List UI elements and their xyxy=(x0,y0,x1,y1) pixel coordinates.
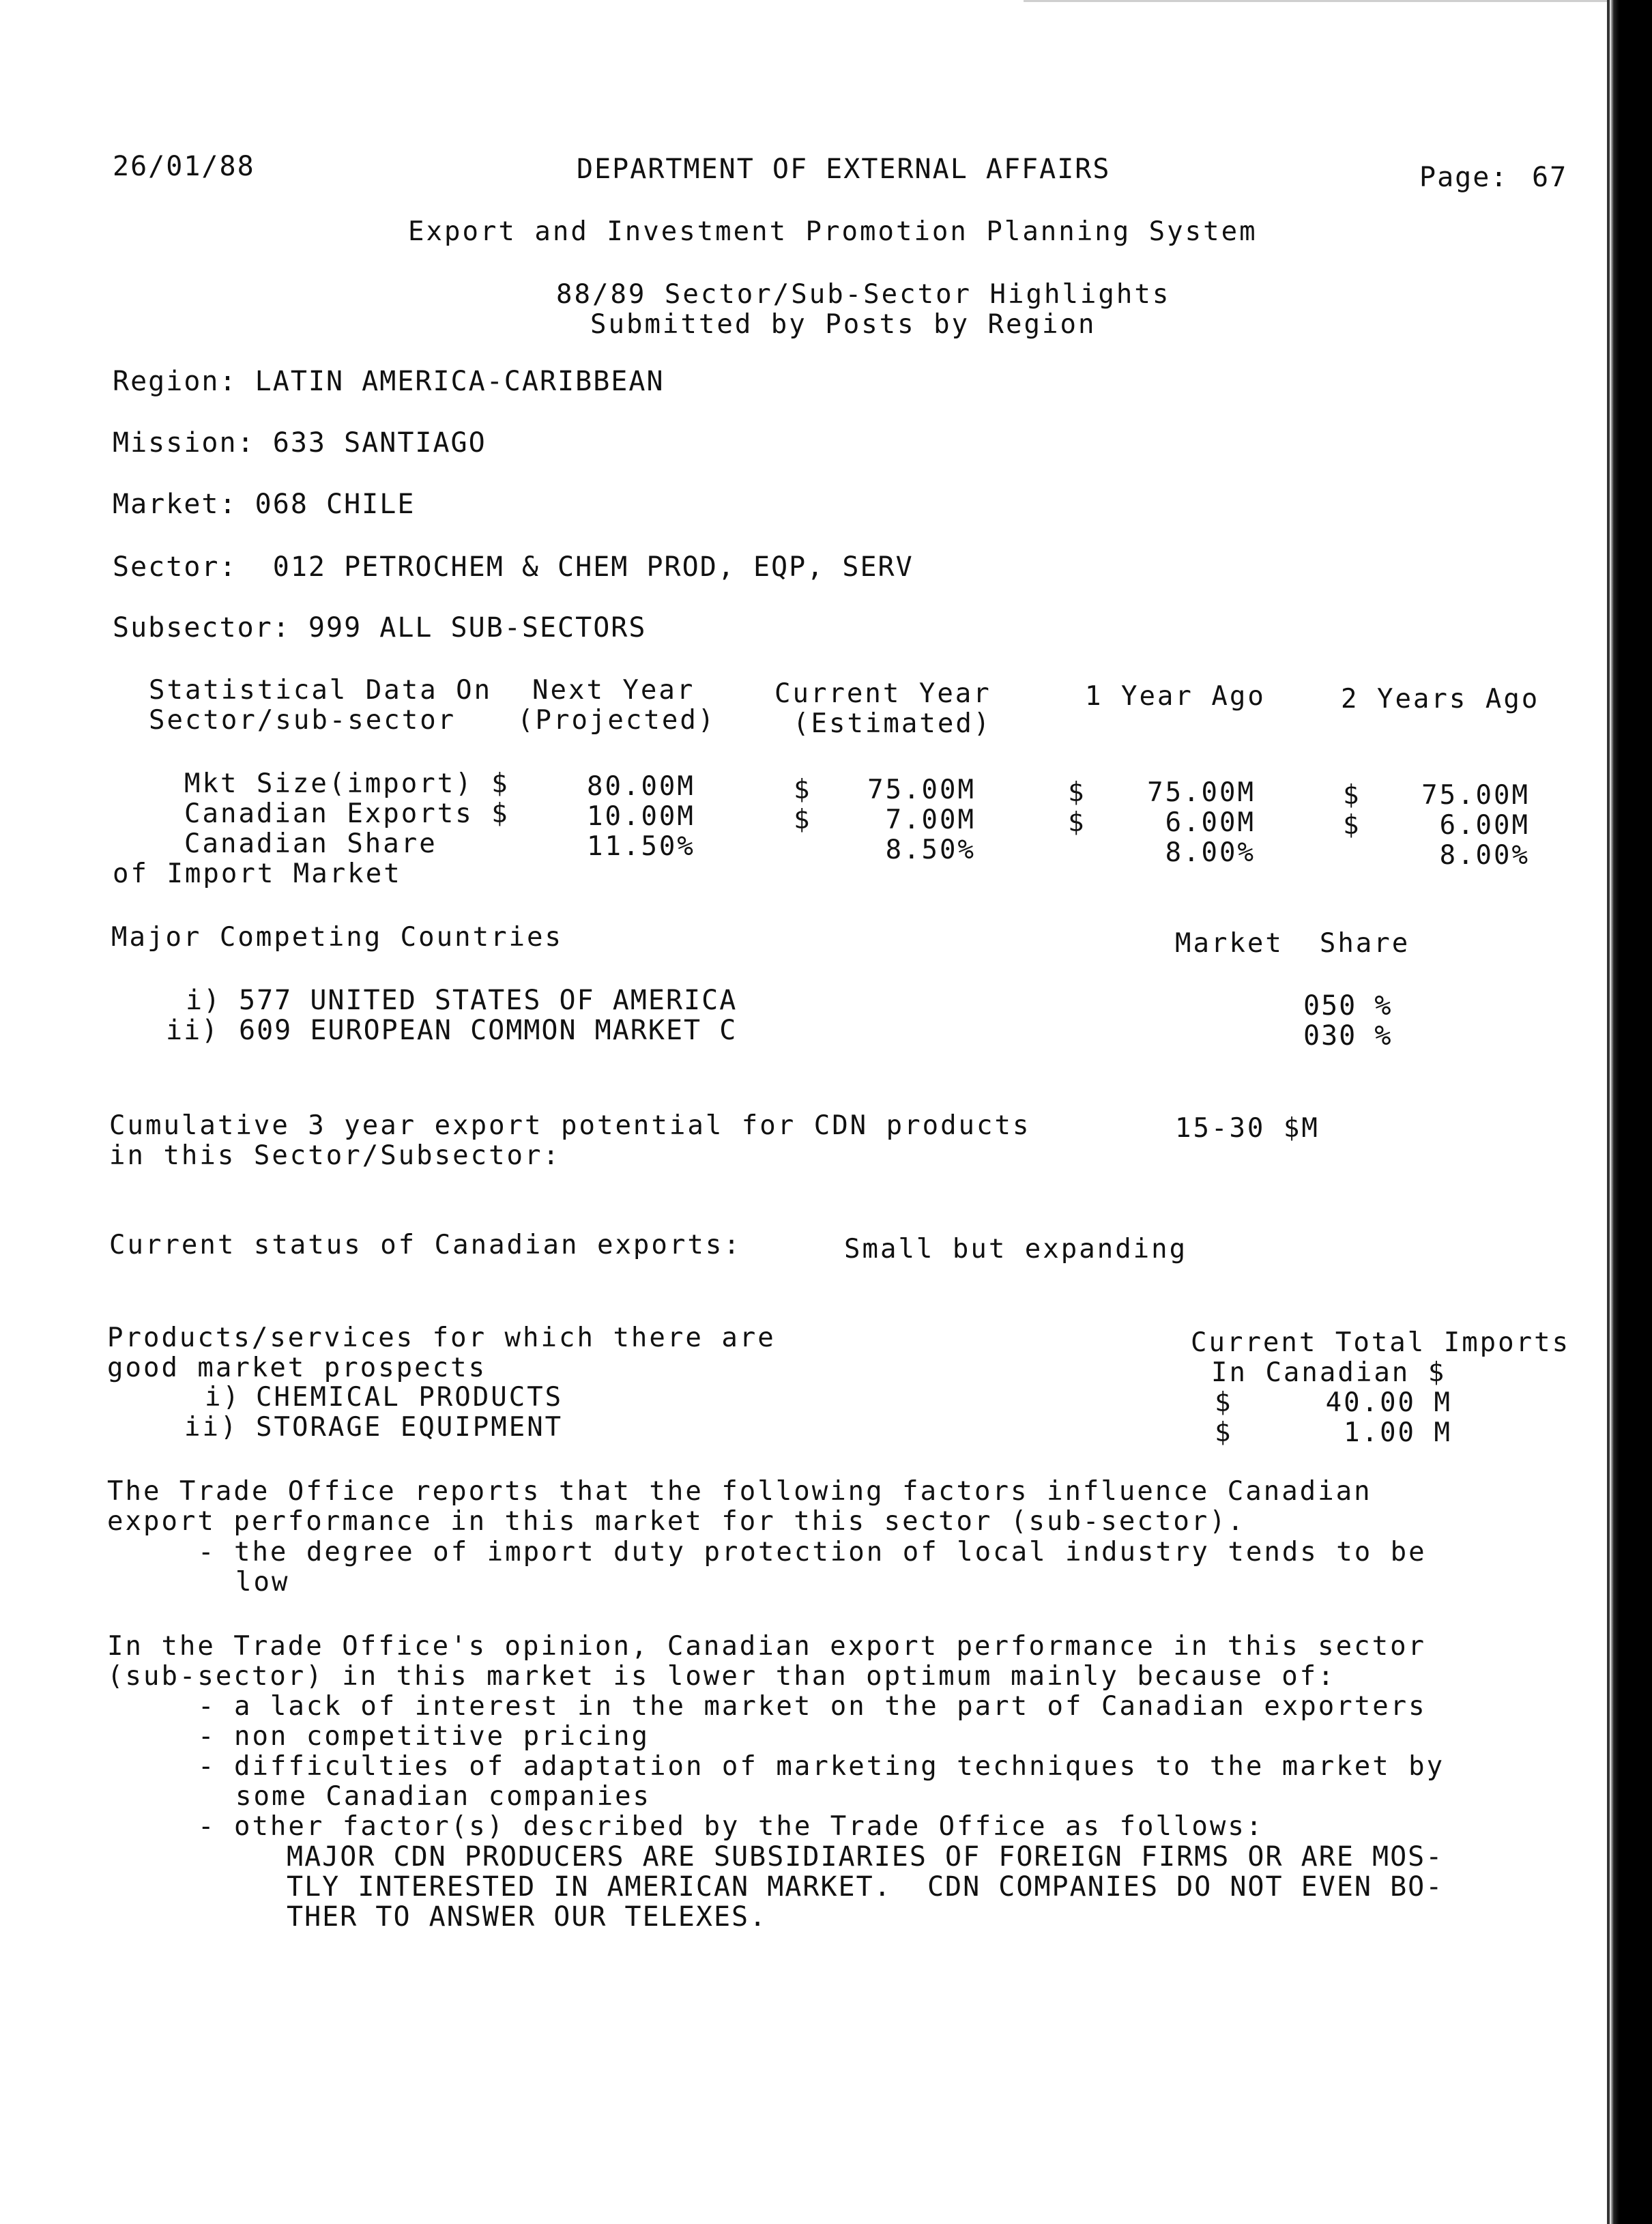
currency-symbol: $ xyxy=(1215,1387,1233,1418)
row-value-1-year-ago: 6.00M xyxy=(1165,807,1256,838)
report-subtitle: Submitted by Posts by Region xyxy=(590,309,1097,340)
product-name: CHEMICAL PRODUCTS xyxy=(256,1382,564,1413)
status-value: Small but expanding xyxy=(844,1234,1188,1265)
row-value-2-years-ago: 75.00M xyxy=(1421,780,1530,811)
opinion-bullet: - a lack of interest in the market on the part of Canadian exporters xyxy=(198,1691,1427,1722)
competitor-name: 577 UNITED STATES OF AMERICA xyxy=(239,985,738,1016)
opinion-bullet: - non competitive pricing xyxy=(198,1721,650,1752)
col-next-year-sub: (Projected) xyxy=(517,705,716,736)
potential-label2: in this Sector/Subsector: xyxy=(109,1140,561,1171)
row-value-1-year-ago: 75.00M xyxy=(1147,777,1256,808)
page-binding xyxy=(1610,0,1652,2224)
factors-paragraph: The Trade Office reports that the following factors influence Canadian xyxy=(107,1476,1372,1507)
opinion-bullet: - difficulties of adaptation of marketing techniques to the market by xyxy=(198,1751,1445,1782)
col-current-year: Current Year xyxy=(774,678,991,709)
report-title: 88/89 Sector/Sub-Sector Highlights xyxy=(556,279,1171,310)
row-value-current: 75.00M xyxy=(867,775,976,805)
product-number: ii) xyxy=(184,1412,239,1443)
row-value-current: 7.00M xyxy=(885,805,976,835)
col-next-year: Next Year xyxy=(532,675,695,706)
opinion-paragraph-line2: (sub-sector) in this market is lower than optimum mainly because of: xyxy=(107,1661,1336,1692)
opinion-bullet-continued: some Canadian companies xyxy=(235,1781,652,1812)
system-title: Export and Investment Promotion Planning System xyxy=(408,216,1258,247)
department-title: DEPARTMENT OF EXTERNAL AFFAIRS xyxy=(577,154,1111,185)
stats-heading-label2: Sector/sub-sector xyxy=(149,705,457,736)
col-2-years-ago: 2 Years Ago xyxy=(1341,684,1540,714)
market-share-heading: Market Share xyxy=(1175,928,1410,959)
product-number: i) xyxy=(205,1382,241,1413)
competitor-share: 050 % xyxy=(1303,990,1393,1022)
competitor-number: i) xyxy=(186,985,222,1016)
region-field: Region: LATIN AMERICA-CARIBBEAN xyxy=(113,366,665,397)
opinion-paragraph: In the Trade Office's opinion, Canadian export performance in this sector xyxy=(107,1631,1427,1662)
row-value-2-years-ago: 8.00% xyxy=(1439,840,1530,871)
potential-label: Cumulative 3 year export potential for CDN products xyxy=(109,1110,1031,1141)
trade-office-note: MAJOR CDN PRODUCERS ARE SUBSIDIARIES OF FOREIGN FIRMS OR ARE MOS- xyxy=(287,1841,1444,1873)
competitor-share: 030 % xyxy=(1303,1020,1393,1052)
products-heading: Products/services for which there are xyxy=(107,1323,776,1353)
mission-field: Mission: 633 SANTIAGO xyxy=(113,427,487,459)
imports-heading2: In Canadian $ xyxy=(1211,1357,1447,1388)
factors-paragraph-line2: export performance in this market for this sector (sub-sector). xyxy=(107,1506,1246,1537)
competitors-heading: Major Competing Countries xyxy=(111,922,563,953)
competitor-name: 609 EUROPEAN COMMON MARKET C xyxy=(239,1015,738,1046)
row-value-next: 11.50% xyxy=(587,831,695,862)
currency-symbol: $ xyxy=(794,775,812,805)
stats-heading-label: Statistical Data On xyxy=(149,675,493,706)
product-import-value: 40.00 M xyxy=(1325,1387,1452,1418)
opinion-bullet: - other factor(s) described by the Trade Office as follows: xyxy=(198,1811,1264,1842)
imports-heading: Current Total Imports xyxy=(1191,1327,1571,1358)
subsector-field: Subsector: 999 ALL SUB-SECTORS xyxy=(113,612,647,644)
currency-symbol: $ xyxy=(1343,810,1361,841)
currency-symbol: $ xyxy=(1343,780,1361,811)
product-name: STORAGE EQUIPMENT xyxy=(256,1412,564,1443)
currency-symbol: $ xyxy=(1068,777,1086,808)
currency-symbol: $ xyxy=(1215,1417,1233,1448)
currency-symbol: $ xyxy=(794,805,812,835)
products-heading2: good market prospects xyxy=(107,1353,487,1383)
col-1-year-ago: 1 Year Ago xyxy=(1085,681,1266,712)
row-value-current: 8.50% xyxy=(885,835,976,865)
page-label: Page: xyxy=(1419,162,1509,193)
page-number: 67 xyxy=(1532,162,1568,193)
report-date: 26/01/88 xyxy=(113,151,255,182)
row-label-continued: of Import Market xyxy=(113,858,402,889)
product-import-value: 1.00 M xyxy=(1344,1417,1452,1448)
col-current-year-sub: (Estimated) xyxy=(793,708,992,739)
scan-edge xyxy=(1024,0,1651,2)
trade-office-note-line3: THER TO ANSWER OUR TELEXES. xyxy=(287,1901,768,1933)
row-value-next: 10.00M xyxy=(587,801,695,832)
row-value-next: 80.00M xyxy=(587,771,695,802)
competitor-number: ii) xyxy=(166,1015,220,1046)
potential-value: 15-30 $M xyxy=(1175,1113,1320,1144)
row-value-1-year-ago: 8.00% xyxy=(1165,837,1256,868)
currency-symbol: $ xyxy=(1068,807,1086,838)
sector-field: Sector: 012 PETROCHEM & CHEM PROD, EQP, SERV xyxy=(113,551,914,583)
factor-bullet-continued: low xyxy=(235,1567,290,1598)
status-label: Current status of Canadian exports: xyxy=(109,1230,742,1260)
row-value-2-years-ago: 6.00M xyxy=(1439,810,1530,841)
market-field: Market: 068 CHILE xyxy=(113,489,416,520)
trade-office-note-line2: TLY INTERESTED IN AMERICAN MARKET. CDN COMPANIES DO NOT EVEN BO- xyxy=(287,1871,1444,1903)
row-label: Canadian Exports $ xyxy=(184,798,510,829)
row-label: Canadian Share xyxy=(184,828,437,859)
factor-bullet: - the degree of import duty protection of local industry tends to be xyxy=(198,1537,1427,1568)
row-label: Mkt Size(import) $ xyxy=(184,768,510,799)
